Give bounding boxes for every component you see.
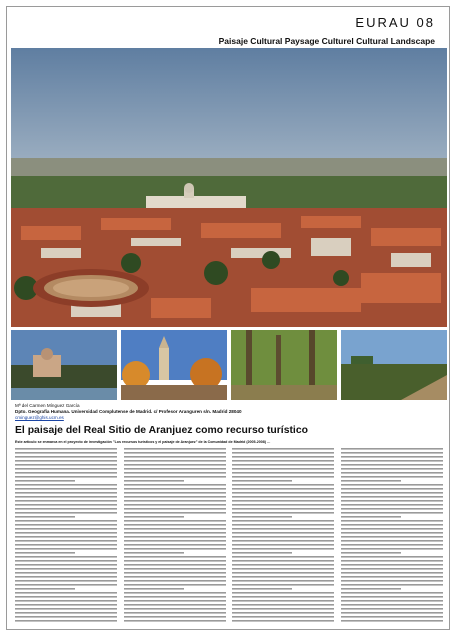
thumb-cultivated-fields <box>341 330 447 400</box>
body-column <box>124 448 227 626</box>
article-title: El paisaje del Real Sitio de Aranjuez como recurso turístico <box>15 425 308 436</box>
thumb-church-autumn <box>121 330 227 400</box>
author-block <box>15 403 242 421</box>
body-columns <box>15 448 443 626</box>
author-name: Mª del Carmen Mínguez García <box>15 403 80 408</box>
thumb-palace-garden <box>11 330 117 400</box>
body-column <box>341 448 444 626</box>
poster-page <box>6 6 450 630</box>
author-affiliation: Dpto. Geografía Humana. Universidad Complutense de Madrid. c/ Profesor Aranguren s/n. Madrid 28040 <box>15 409 242 414</box>
page-subtitle: Paisaje Cultural Paysage Culturel Cultural Landscape <box>218 36 435 46</box>
body-column <box>15 448 118 626</box>
article-lead: Este artículo se enmarca en el proyecto de investigación "Los recursos turísticos y el paisaje de Aranjuez" de la Comunidad de Madrid (2005-2008) … <box>15 440 271 444</box>
page-title: EURAU 08 <box>355 15 435 30</box>
thumbnail-strip <box>11 330 447 400</box>
author-email-link[interactable]: cminguez@ghis.ucm.es <box>15 415 64 420</box>
body-column <box>232 448 335 626</box>
thumb-tree-avenue <box>231 330 337 400</box>
hero-photo <box>11 48 447 327</box>
